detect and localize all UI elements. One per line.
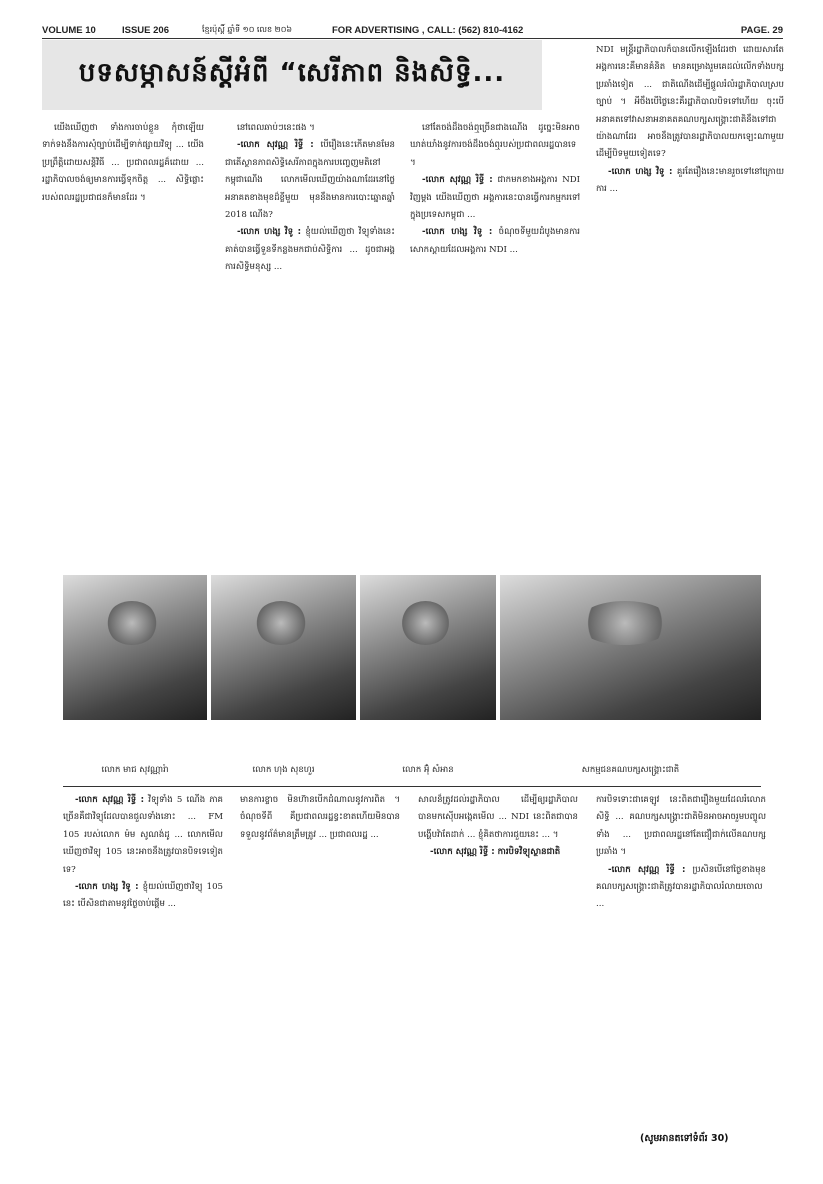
paragraph: សាលន៏ត្រូវដល់រដ្ឋាភិបាល ដើម្បីឲ្យរដ្ឋាភិបាលបានមកស៊ើបអង្កេតមើល ... NDI នេះពិតជាបានបង្ហើបវ៉ាតែដាក់ ... ខ្ញុំគិតថាការជួយនេះ ... ។	[418, 795, 578, 840]
photo-mach-sovannara	[63, 575, 207, 720]
speaker-label: -លោក ហង្ស វិទូ :	[608, 166, 673, 177]
question: វិទ្យុទាំង 5 ណើង ភាគច្រើនគឺជាវិទ្យុដែលបានជួលទាំងនោះ ... FM 105 របស់លោក ម៉ម សូណង់ដូ ... លោកមើលឃើញថាវិទ្យុ 105 នេះអាចនឹងត្រូវបានបិទទេទៀតទេ?	[63, 795, 223, 875]
answer: ចំណុចទីមួយដំបូងមានការសោកស្តាយដែលអង្គការ NDI ...	[410, 227, 580, 255]
caption-rule	[63, 786, 761, 787]
answer: ខ្ញុំយល់ឃើញថា វិទ្យុទាំងនេះគាត់បានធ្វើទួនទីកន្លងមកជាប់សិទ្ធិការ ... ដូចជាអង្គការសិទ្ធិមនុស្ស ...	[225, 227, 395, 273]
page-number: PAGE. 29	[740, 24, 783, 36]
article-column-1	[42, 120, 204, 560]
speaker-label: -លោក ហង្ស វិទូ :	[75, 882, 139, 893]
caption: សកម្មជនគណបក្សសង្គ្រោះជាតិ	[581, 765, 680, 775]
article-column-6	[240, 792, 400, 1132]
paragraph: នៅពេលឆាប់ៗនេះផង ។	[237, 123, 315, 133]
masthead	[42, 22, 783, 38]
speaker-question: -លោក សុវណ្ណ រិទ្ធី : ការបិទវិទ្យុស្ថានជាតិ	[430, 847, 561, 858]
article-column-3	[410, 120, 580, 560]
question: ជាកមកខាងអង្គការ NDI វិញម្តង យើងឃើញថា អង្គការនេះបានធ្វើការកម្មករទៅក្នុងប្រទេសកម្ពុជា ...	[410, 175, 580, 221]
caption: លោក អ៊ុំ សំអាន	[402, 765, 454, 775]
paragraph: មានការខ្ចាច មិនហ៊ានបើកដំណាលនូវការពិត ។ ចំណុចទីពី គឺប្រជាពលរដ្ឋខ្វះខាតហើយមិនបានទទួលនូវព័ត៌មានត្រឹមត្រូវ ... ប្រជាពលរដ្ឋ ...	[240, 795, 400, 840]
question: បើរឿងនេះកើតមានមែន ជាតើស្ថានភាពសិទ្ធិសេរីភាពក្នុងការបញ្ចេញមតិនៅកម្ពុជាណើង លោកមើលឃើញយ៉ាងណាដែរនៅថ្ងៃអនាគតខាងមុខដ៏ខ្លីមួយ មុននឹងមានការបោះឆ្នោតឆ្នាំ 2018 ណើង?	[225, 140, 395, 221]
paragraph: យើងឃើញថា ទាំងការចាប់ខ្លួន កុំថាឡើយ ទាក់ទងនឹងការសុំច្បាប់ដើម្បីទាក់ផ្សាយវិទ្យុ ... យើងប្រព្រឹត្តិដោយសន្តិវិធី ... ប្រជាពលរដ្ឋគ៏ដោយ ... រដ្ឋាភិបាលចង់ឲ្យមានការធ្វើទុកចិត្ត ... សិទ្ធិផ្លោះរបស់ពលរដ្ឋប្រជាជនក៏មានដែរ ។	[42, 123, 204, 203]
speaker-label: -លោក ហង្ស វិទូ :	[422, 227, 493, 238]
masthead-rule	[42, 38, 783, 39]
paragraph: NDI មន្ត្រីរដ្ឋាភិបាលក៏បានលើកឡើងដែរថា ដោយសារតែអង្គការនេះគឺមានគំនិត មានគម្រោងរួមគេដល់លើកទាំងបក្សប្រឆាំងទៀត ... ជាតិណើងដើម្បីផ្តួលរំលំរដ្ឋាភិបាលស្របច្បាប់ ។ អីចឹងបើថ្ងៃនេះគឺរដ្ឋាភិបាលបិទទៅហើយ ចុះបើអនាគតទៅវាសនាអនាគតគណបក្សសង្គ្រោះជាតិនឹងទៅជាយ៉ាងណាដែរ អាចនឹងត្រូវបានរដ្ឋាភិបាលយកឡេះណាមួយដើម្បីបិទមួយទៀតទេ?	[596, 45, 784, 160]
caption: លោក ហុង សុខហួរ	[252, 765, 315, 775]
article-column-7	[418, 792, 578, 1132]
photo-strip	[63, 575, 761, 720]
speaker-label: -លោក ហង្ស វិទូ :	[237, 227, 302, 238]
speaker-label: -លោក សុវណ្ណ រិទ្ធី :	[237, 140, 314, 151]
paragraph: នៅតែចង់ដឹងចង់ឮច្រើនជាងណើង ដូច្នេះមិនអាចឃាត់ឃាំងនូវការចង់ដឹងចង់ឮរបស់ប្រជាពលរដ្ឋបានទេ ។	[410, 123, 580, 168]
answer: ខ្ញុំយល់ឃើញថាវិទ្យុ 105 នេះ បើសិនជាតាមនូវថ្ងៃចាប់ផ្តើម ...	[63, 882, 223, 910]
speaker-label: -លោក សុវណ្ណ រិទ្ធី :	[75, 795, 145, 805]
photo-captions	[63, 765, 761, 781]
article-column-2	[225, 120, 395, 560]
question: ប្រសិនបើនៅថ្ងៃខាងមុខ គណបក្សសង្គ្រោះជាតិត្រូវបានរដ្ឋាភិបាលរំលាយចោល ...	[596, 864, 766, 910]
paragraph: ការបិទទោះជាគេឡូវ នេះពិតជារឿងមួយដែលរំលោភសិទ្ធិ ... គណបក្សសង្គ្រោះជាតិមិនអាចអាចរួមបញ្ចូលទាំង ... ប្រជាពលរដ្ឋនៅតែជឿជាក់លើគណបក្សប្រឆាំង ។	[596, 795, 766, 858]
photo-hong-sokhuor	[211, 575, 356, 720]
answer: គួរតែរឿងនេះមានរួចទៅនៅក្រោយការ ...	[596, 166, 784, 195]
khmer-issue-label: ខ្មែរប៉ុស្តិ៍ ឆ្នាំទី ១០ លេខ ២០៦	[202, 25, 293, 34]
headline: បទសម្ភាសន៍ស្តីអំពី “សេរីភាព និងសិទ្ធិ...	[42, 40, 542, 110]
article-column-5	[63, 792, 223, 1132]
caption: លោក មាជ សុវណ្ណារ៉ា	[101, 765, 169, 775]
photo-um-sam-an	[360, 575, 496, 720]
article-column-4	[596, 42, 784, 560]
issue-label: ISSUE 206	[122, 24, 169, 36]
advertising-label: FOR ADVERTISING , CALL: (562) 810-4162	[332, 24, 524, 36]
speaker-label: -លោក សុវណ្ណ រិទ្ធី :	[608, 864, 686, 875]
volume-label: VOLUME 10	[42, 24, 96, 36]
photo-cnrp-activists	[500, 575, 761, 720]
continuation-note: (សូមអានតទៅទំព័រ 30)	[640, 1133, 729, 1144]
speaker-label: -លោក សុវណ្ណ រិទ្ធី :	[422, 175, 493, 186]
article-column-8	[596, 792, 766, 1127]
